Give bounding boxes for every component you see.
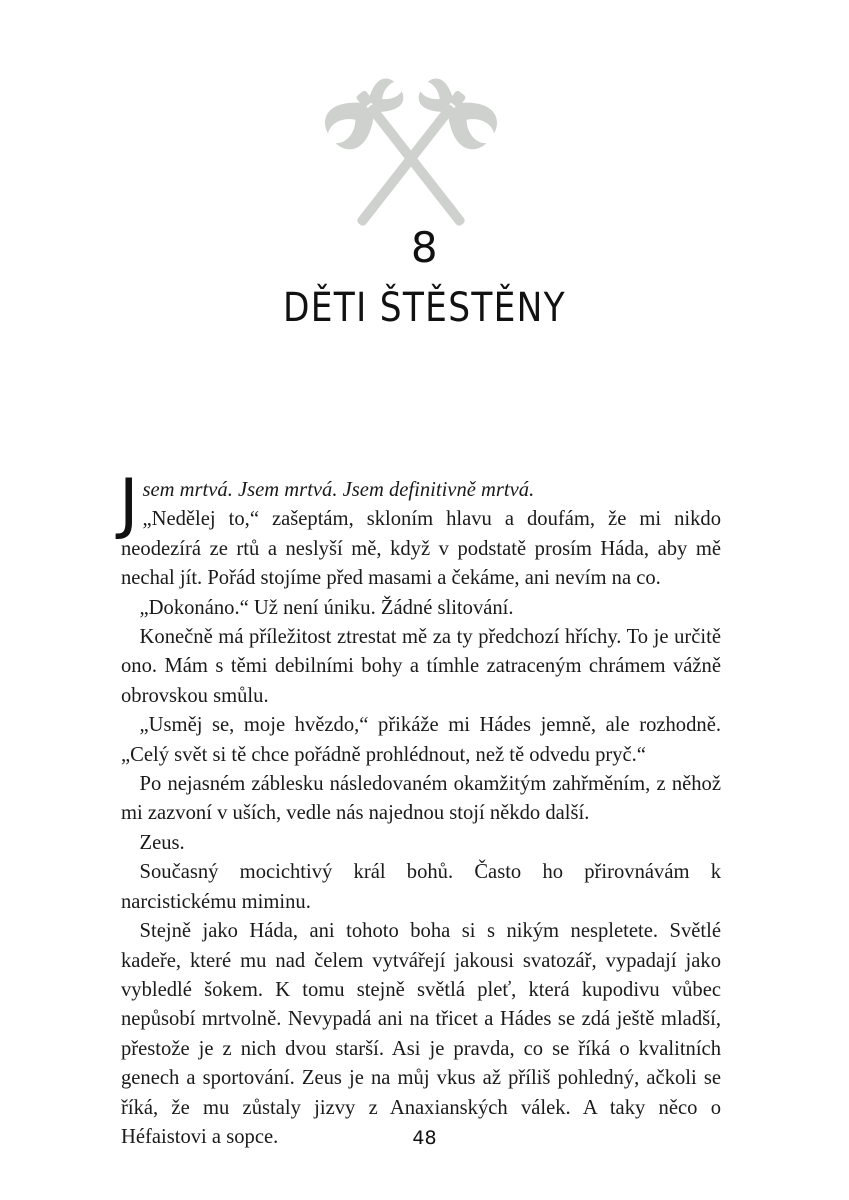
chapter-body bbox=[119, 465, 721, 1152]
paragraph: Současný mocichtivý král bohů. Často ho přirovnávám k narcistickému miminu. bbox=[121, 861, 721, 913]
paragraph: „Dokonáno.“ Už není úniku. Žádné slitování. bbox=[139, 596, 514, 619]
opening-paragraph bbox=[119, 465, 721, 594]
chapter-title: DĚTI ŠTĚSTĚNY bbox=[282, 285, 566, 331]
paragraph: Konečně má příležitost ztrestat mě za ty předchozí hříchy. To je určitě ono. Mám s těmi debilními bohy a tímhle zatraceným chrámem vážně obrovskou smůlu. bbox=[121, 626, 721, 707]
page-number: 48 bbox=[412, 1127, 437, 1149]
opening-line: sem mrtvá. Jsem mrtvá. Jsem definitivně mrtvá. bbox=[142, 479, 535, 501]
paragraph: Po nejasném záblesku následovaném okamžitým zahřměním, z něhož mi zazvoní v uších, vedle nás najednou stojí někdo další. bbox=[121, 773, 721, 825]
chapter-number: 8 bbox=[410, 223, 439, 272]
crossed-axes-icon bbox=[318, 72, 504, 240]
paragraph: Zeus. bbox=[139, 831, 185, 854]
paragraph: Stejně jako Háda, ani tohoto boha si s nikým nespletete. Světlé kadeře, které mu nad čelem vytvářejí jakousi svatozář, vypadají jako vybledlé šokem. K tomu stejně světlá pleť, která kupodivu vůbec nepůsobí mrtvolně. Nevypadá ani na třicet a Hádes se zdá ještě mladší, přestože je z nich dvou starší. Asi je pravda, co se říká o kvalitních genech a sportování. Zeus je na můj vkus až příliš pohledný, ačkoli se říká, že mu zůstaly jizvy z Anaxianských válek. A taky něco o Héfaistovi a sopce. bbox=[121, 920, 721, 1148]
drop-cap: J bbox=[119, 465, 139, 542]
paragraph-text: „Nedělej to,“ zašeptám, skloním hlavu a doufám, že mi nikdo neodezírá ze rtů a neslyší mě, když v podstatě prosím Háda, aby mě nechal jít. Pořád stojíme před masami a čekáme, ani nevím na co. bbox=[121, 508, 721, 590]
paragraph: „Usměj se, moje hvězdo,“ přikáže mi Hádes jemně, ale rozhodně. „Celý svět si tě chce pořádně prohlédnout, než tě odvedu pryč.“ bbox=[121, 714, 721, 766]
